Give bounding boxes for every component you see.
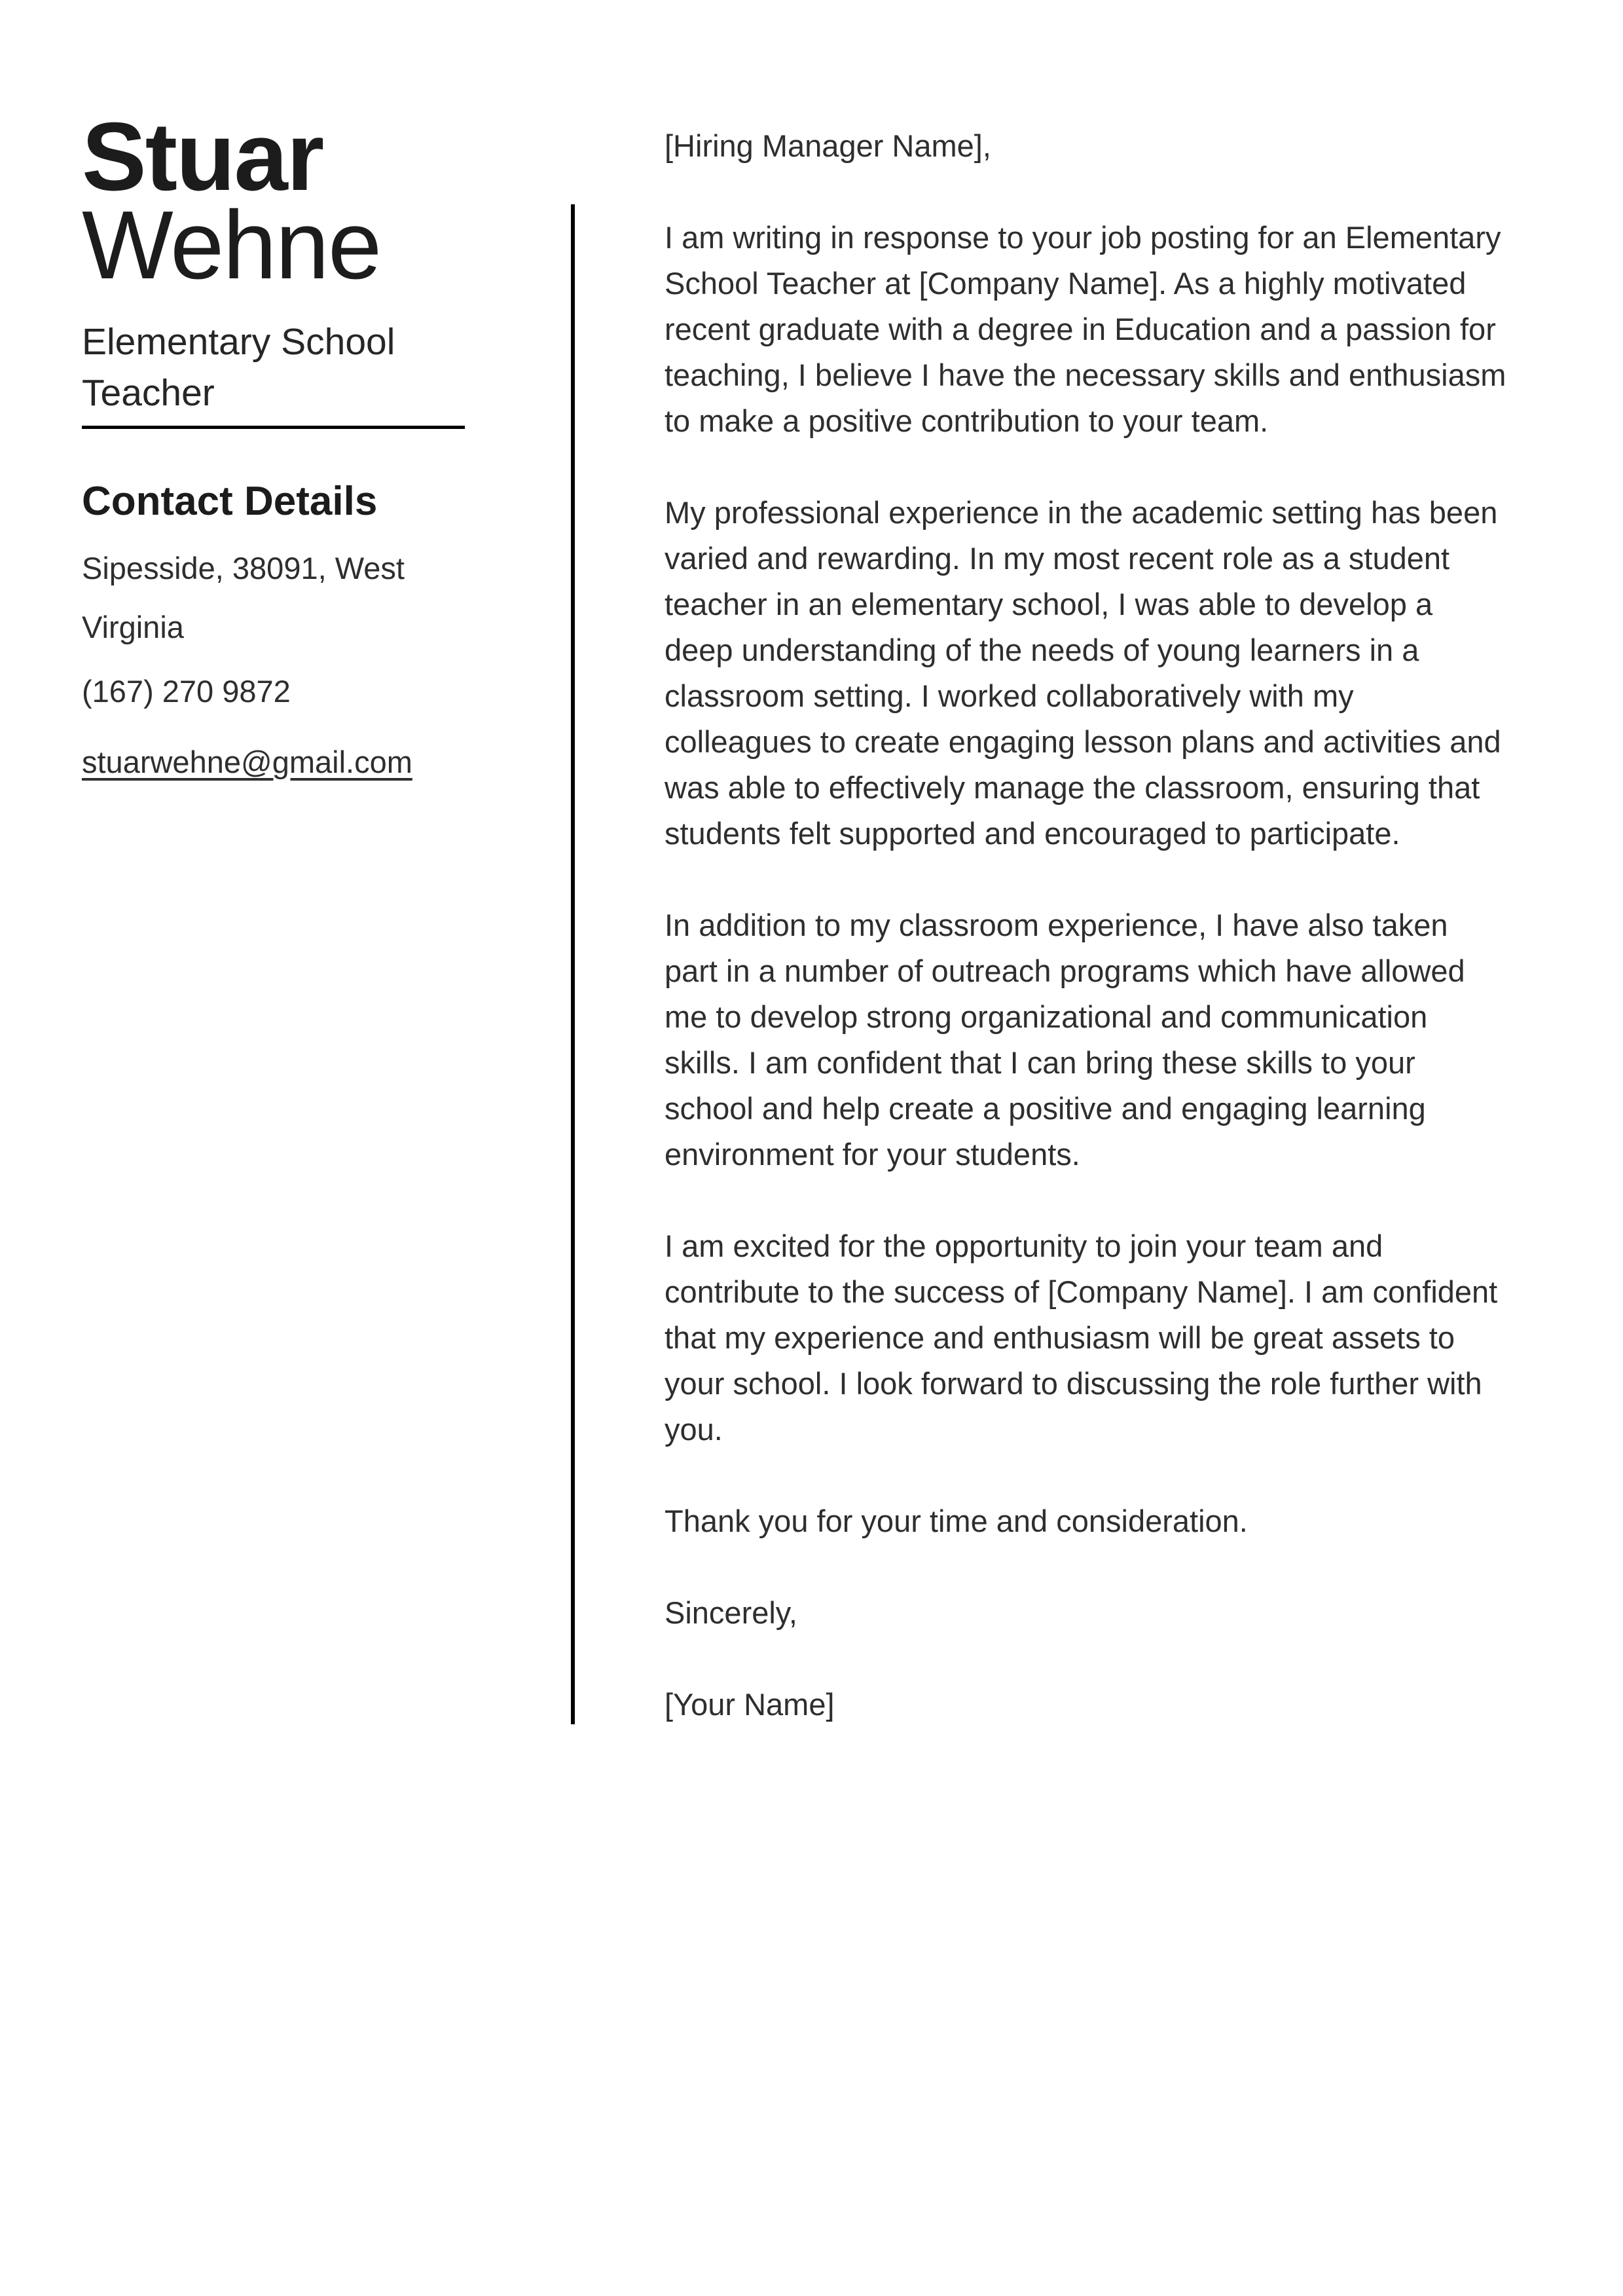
closing: Sincerely, bbox=[665, 1595, 797, 1630]
letter-paragraph-4: I am excited for the opportunity to join your team and contribute to the success of [Company Name]. I am confident that my experience and enthusiasm will be great assets to your school. I look forward to discussing the role further with you. bbox=[665, 1229, 1498, 1447]
candidate-name bbox=[82, 103, 465, 299]
job-title: Elementary School Teacher bbox=[82, 321, 395, 414]
thanks-line: Thank you for your time and consideration. bbox=[665, 1504, 1248, 1538]
letter-paragraph-3: In addition to my classroom experience, I have also taken part in a number of outreach programs which have allowed me to develop strong organizational and communication skills. I am confident that I can bring these skills to your school and help create a positive and engaging learning environment for your students. bbox=[665, 908, 1465, 1172]
candidate-first-name: Stuar bbox=[82, 103, 323, 211]
signature-placeholder: [Your Name] bbox=[665, 1687, 835, 1722]
candidate-last-name: Wehne bbox=[82, 191, 381, 299]
letter-paragraph-1: I am writing in response to your job posting for an Elementary School Teacher at [Company Name]. As a highly motivated recent graduate with a degree in Education and a passion for teaching, I believe I have the necessary skills and enthusiasm to make a positive contribution to your team. bbox=[665, 220, 1506, 438]
greeting: [Hiring Manager Name], bbox=[665, 128, 991, 163]
contact-address: Sipesside, 38091, West Virginia bbox=[82, 551, 405, 644]
contact-email-link[interactable]: stuarwehne@gmail.com bbox=[82, 745, 412, 779]
sidebar-divider bbox=[82, 426, 465, 429]
vertical-divider bbox=[571, 204, 575, 1724]
sidebar bbox=[82, 98, 465, 792]
letter-body bbox=[665, 123, 1509, 1773]
contact-details-heading: Contact Details bbox=[82, 479, 378, 524]
letter-paragraph-2: My professional experience in the academic setting has been varied and rewarding. In my most recent role as a student teacher in an elementary school, I was able to develop a deep understanding of the needs of young learners in a classroom setting. I worked collaboratively with my colleagues to create engaging lesson plans and activities and was able to effectively manage the classroom, ensuring that students felt supported and encouraged to participate. bbox=[665, 495, 1501, 851]
contact-phone: (167) 270 9872 bbox=[82, 674, 291, 709]
